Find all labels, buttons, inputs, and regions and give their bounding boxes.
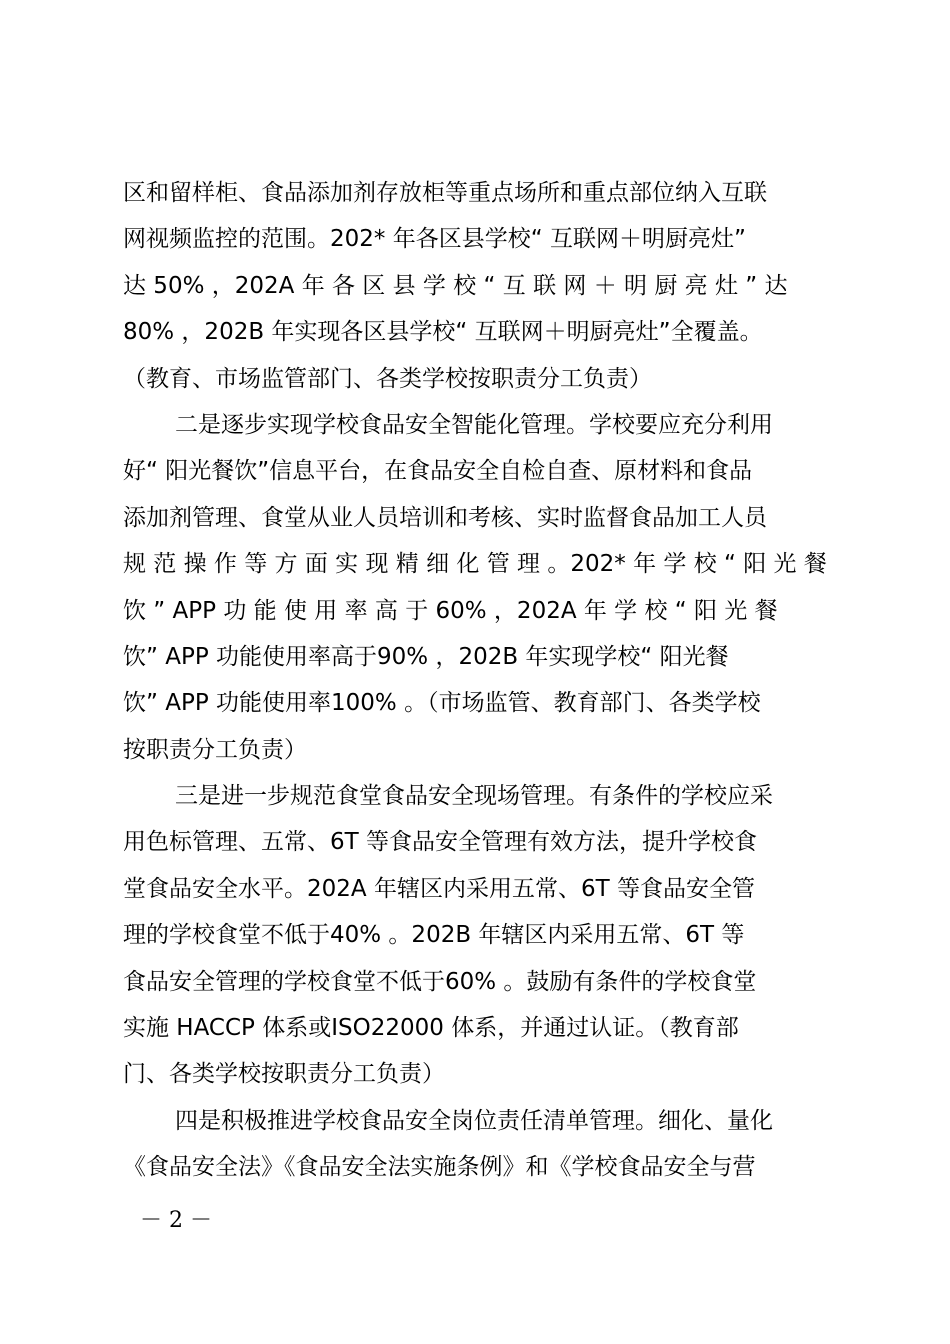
text-line: （教育、市场监管部门、各类学校按职责分工负责） <box>123 365 652 392</box>
text-line: 饮” APP 功能使用率100% 。（市场监管、教育部门、各类学校 <box>123 690 761 717</box>
text-line: 实施 HACCP 体系或ISO22000 体系，并通过认证。（教育部 <box>123 1015 739 1042</box>
text-line: 堂食品安全水平。202A 年辖区内采用五常、6T 等食品安全管 <box>123 875 755 902</box>
text-line: 食品安全管理的学校食堂不低于60% 。鼓励有条件的学校食堂 <box>123 968 757 995</box>
page-number: － 2 － <box>140 1208 212 1233</box>
text-line: 《食品安全法》《食品安全法实施条例》和《学校食品安全与营 <box>123 1154 756 1181</box>
paragraph-start-line: 三是进一步规范食堂食品安全现场管理。有条件的学校应采 <box>175 783 773 810</box>
text-line: 达 50% ，202A 年 各 区 县 学 校 “ 互 联 网 ＋ 明 厨 亮 灶 ” 达 <box>123 272 788 299</box>
paragraph-start-line: 四是积极推进学校食品安全岗位责任清单管理。细化、量化 <box>175 1107 773 1134</box>
text-line: 按职责分工负责） <box>123 736 307 763</box>
text-line: 用色标管理、五常、6T 等食品安全管理有效方法，提升学校食 <box>123 829 757 856</box>
text-line: 区和留样柜、食品添加剂存放柜等重点场所和重点部位纳入互联 <box>123 180 767 206</box>
text-line: 网视频监控的范围。202* 年各区县学校“ 互联网＋明厨亮灶” <box>123 226 746 253</box>
text-line: 饮 ” APP 功 能 使 用 率 高 于 60% ，202A 年 学 校 “ 阳 光 餐 <box>123 597 778 624</box>
paragraph-start-line: 二是逐步实现学校食品安全智能化管理。学校要应充分利用 <box>175 411 773 438</box>
text-line: 添加剂管理、食堂从业人员培训和考核、实时监督食品加工人员 <box>123 504 767 531</box>
text-line: 规 范 操 作 等 方 面 实 现 精 细 化 管 理 。202* 年 学 校 “ 阳 光 餐 <box>123 551 827 578</box>
text-line: 门、各类学校按职责分工负责） <box>123 1061 445 1088</box>
text-line: 好“ 阳光餐饮”信息平台，在食品安全自检自查、原材料和食品 <box>123 458 753 485</box>
text-line: 80% ，202B 年实现各区县学校“ 互联网＋明厨亮灶”全覆盖。 <box>123 319 763 346</box>
text-line: 理的学校食堂不低于40% 。202B 年辖区内采用五常、6T 等 <box>123 922 745 949</box>
text-line: 饮” APP 功能使用率高于90% ，202B 年实现学校“ 阳光餐 <box>123 643 729 670</box>
document-body <box>123 170 840 1191</box>
